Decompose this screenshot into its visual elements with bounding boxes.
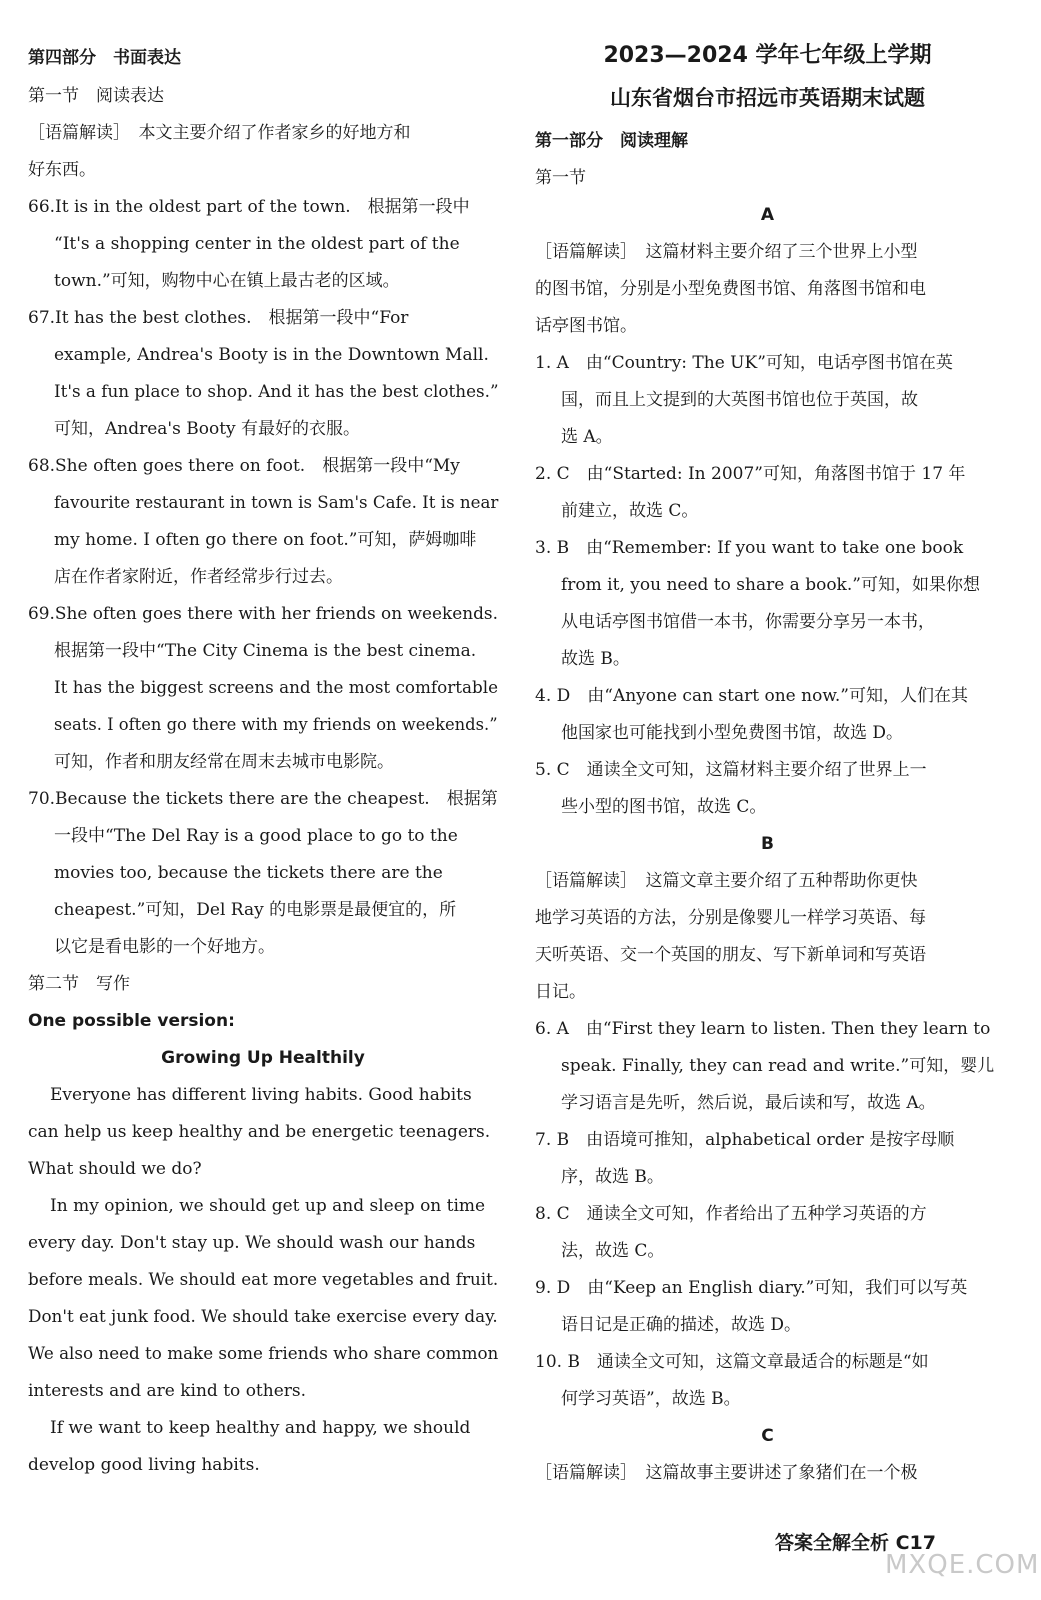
text-line: 天听英语、交一个英国的朋友、写下新单词和写英语 [535, 945, 926, 965]
text-line: ［语篇解读］ 这篇文章主要介绍了五种帮助你更快 [535, 871, 918, 891]
text-line: “It's a shopping center in the oldest part of the [54, 234, 460, 254]
text-line: 法，故选 C。 [561, 1241, 665, 1261]
page-footer: 答案全解全析 C17 [775, 1532, 936, 1554]
text-line: 69.She often goes there with her friends on weekends. [28, 604, 498, 624]
text-line: 4. D 由“Anyone can start one now.”可知，人们在其 [535, 686, 968, 706]
text-line: 9. D 由“Keep an English diary.”可知，我们可以写英 [535, 1278, 968, 1298]
text-line: 店在作者家附近，作者经常步行过去。 [54, 567, 343, 587]
text-line: 前建立，故选 C。 [561, 501, 699, 521]
text-line: 70.Because the tickets there are the cheapest. 根据第 [28, 789, 498, 809]
text-line: cheapest.”可知，Del Ray 的电影票是最便宜的，所 [54, 900, 457, 920]
text-line: 的图书馆，分别是小型免费图书馆、角落图书馆和电 [535, 279, 926, 299]
text-line: 何学习英语”，故选 B。 [561, 1389, 741, 1409]
text-line: 语日记是正确的描述，故选 D。 [561, 1315, 802, 1335]
text-line: 以它是看电影的一个好地方。 [54, 937, 275, 957]
text-line: 10. B 通读全文可知，这篇文章最适合的标题是“如 [535, 1352, 929, 1372]
text-line: Growing Up Healthily [161, 1048, 365, 1068]
text-line: What should we do? [28, 1159, 202, 1179]
text-line: 他国家也可能找到小型免费图书馆，故选 D。 [561, 723, 904, 743]
text-line: 68.She often goes there on foot. 根据第一段中“My [28, 456, 460, 476]
text-line: interests and are kind to others. [28, 1381, 307, 1401]
text-line: can help us keep healthy and be energetic teenagers. [28, 1122, 491, 1142]
text-line: 故选 B。 [561, 649, 630, 669]
text-line: movies too, because the tickets there are the [54, 863, 443, 883]
text-line: A [760, 205, 775, 225]
text-line: Everyone has different living habits. Good habits [50, 1085, 472, 1105]
text-line: Don't eat junk food. We should take exercise every day. [28, 1307, 498, 1327]
text-line: One possible version: [28, 1011, 235, 1031]
text-line: 7. B 由语境可推知，alphabetical order 是按字母顺 [535, 1130, 955, 1150]
text-line: If we want to keep healthy and happy, we should [50, 1418, 471, 1438]
text-line: 67.It has the best clothes. 根据第一段中“For [28, 308, 409, 328]
text-line: 一段中“The Del Ray is a good place to go to the [54, 826, 458, 846]
watermark: MXQE.COM [885, 1550, 1040, 1580]
text-line: before meals. We should eat more vegetables and fruit. [28, 1270, 499, 1290]
text-line: It's a fun place to shop. And it has the best clothes.” [54, 382, 499, 402]
text-line: speak. Finally, they can read and write.”可知，婴儿 [561, 1056, 995, 1076]
text-line: C [761, 1426, 774, 1446]
text-line: 2. C 由“Started: In 2007”可知，角落图书馆于 17 年 [535, 464, 966, 484]
text-line: 地学习英语的方法，分别是像婴儿一样学习英语、每 [535, 908, 926, 928]
text-line: 1. A 由“Country: The UK”可知，电话亭图书馆在英 [535, 353, 953, 373]
text-line: 8. C 通读全文可知，作者给出了五种学习英语的方 [535, 1204, 927, 1224]
text-line: seats. I often go there with my friends on weekends.” [54, 715, 498, 735]
text-line: every day. Don't stay up. We should wash our hands [28, 1233, 476, 1253]
text-line: 山东省烟台市招远市英语期末试题 [610, 86, 925, 110]
text-line: 话亭图书馆。 [535, 316, 637, 336]
text-line: We also need to make some friends who share common [28, 1344, 499, 1364]
text-line: 2023—2024 学年七年级上学期 [603, 43, 932, 68]
text-line: B [761, 834, 774, 854]
text-line: 些小型的图书馆，故选 C。 [561, 797, 767, 817]
text-line: 第一节 阅读表达 [28, 86, 164, 106]
text-line: 3. B 由“Remember: If you want to take one book [535, 538, 964, 558]
text-line: 根据第一段中“The City Cinema is the best cinema. [54, 641, 477, 661]
text-line: example, Andrea's Booty is in the Downtown Mall. [54, 345, 489, 365]
text-line: 学习语言是先听，然后说，最后读和写，故选 A。 [561, 1093, 936, 1113]
text-line: 好东西。 [28, 160, 96, 180]
text-line: In my opinion, we should get up and sleep on time [50, 1196, 486, 1216]
text-line: 日记。 [535, 982, 586, 1002]
text-line: 6. A 由“First they learn to listen. Then they learn to [535, 1019, 991, 1039]
text-line: develop good living habits. [28, 1455, 260, 1475]
text-line: 可知，Andrea's Booty 有最好的衣服。 [54, 419, 361, 439]
text-line: favourite restaurant in town is Sam's Cafe. It is near [54, 493, 499, 513]
text-line: 66.It is in the oldest part of the town. 根据第一段中 [28, 197, 470, 217]
text-line: town.”可知，购物中心在镇上最古老的区域。 [54, 271, 400, 291]
text-line: 第二节 写作 [28, 974, 130, 994]
text-line: 第一节 [535, 168, 586, 188]
text-line: 5. C 通读全文可知，这篇材料主要介绍了世界上一 [535, 760, 927, 780]
text-line: ［语篇解读］ 这篇故事主要讲述了象猪们在一个极 [535, 1463, 918, 1483]
text-line: from it, you need to share a book.”可知，如果你想 [561, 575, 980, 595]
text-line: ［语篇解读］ 本文主要介绍了作者家乡的好地方和 [28, 123, 411, 143]
text-line: 可知，作者和朋友经常在周末去城市电影院。 [54, 752, 394, 772]
text-line: my home. I often go there on foot.”可知，萨姆咖啡 [54, 530, 477, 550]
text-line: 第一部分 阅读理解 [535, 131, 688, 151]
text-line: 第四部分 书面表达 [28, 48, 181, 68]
text-line: ［语篇解读］ 这篇材料主要介绍了三个世界上小型 [535, 242, 918, 262]
text-line: 序，故选 B。 [561, 1167, 664, 1187]
text-line: 选 A。 [561, 427, 613, 447]
text-line: 从电话亭图书馆借一本书，你需要分享另一本书， [561, 612, 935, 632]
text-line: 国，而且上文提到的大英图书馆也位于英国，故 [561, 390, 918, 410]
text-line: It has the biggest screens and the most comfortable [54, 678, 499, 698]
